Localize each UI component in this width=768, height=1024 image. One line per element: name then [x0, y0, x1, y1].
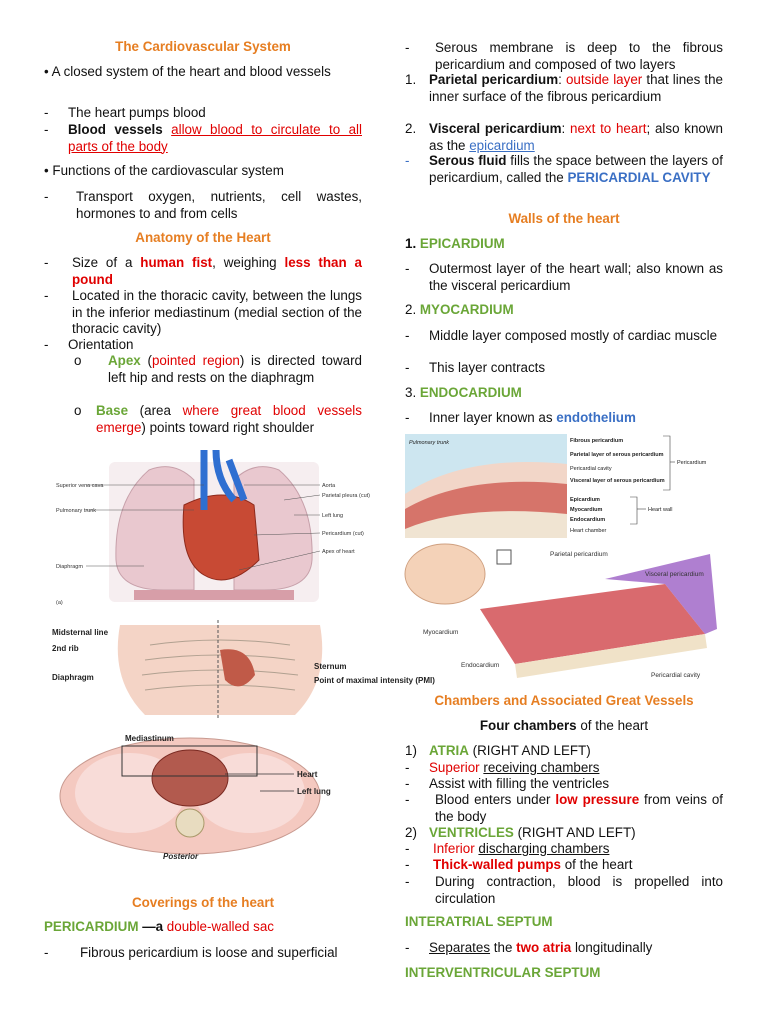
- coverings-heading: Coverings of the heart: [131, 895, 275, 910]
- list-item: - Serous fluid fills the space between the layers of pericardium, called the PERICARDIAL CAVITY: [405, 153, 723, 185]
- anatomy-heading: Anatomy of the Heart: [135, 230, 271, 245]
- svg-text:Sternum: Sternum: [314, 662, 347, 671]
- svg-text:Epicardium: Epicardium: [570, 497, 600, 503]
- svg-text:Left lung: Left lung: [322, 513, 344, 519]
- svg-text:Parietal pleura (cut): Parietal pleura (cut): [322, 493, 370, 499]
- wall-layers-figure: [405, 434, 735, 538]
- list-item: - Transport oxygen, nutrients, cell wastes, hormones to and from cells: [44, 189, 362, 221]
- ventricles-title: 2) VENTRICLES (RIGHT AND LEFT): [405, 825, 636, 840]
- svg-text:Pulmonary trunk: Pulmonary trunk: [409, 440, 450, 446]
- svg-text:2nd rib: 2nd rib: [52, 644, 79, 653]
- svg-text:Diaphragm: Diaphragm: [56, 564, 83, 570]
- svg-text:Pericardium (cut): Pericardium (cut): [322, 531, 364, 537]
- svg-text:Pericardium: Pericardium: [677, 460, 707, 466]
- atria-title: 1) ATRIA (RIGHT AND LEFT): [405, 743, 591, 758]
- svg-text:Aorta: Aorta: [322, 483, 336, 489]
- bullet-functions: • Functions of the cardiovascular system: [44, 163, 284, 178]
- list-item: - During contraction, blood is propelled into circulation: [405, 874, 723, 906]
- svg-text:Midsternal line: Midsternal line: [52, 628, 109, 637]
- svg-text:Heart: Heart: [297, 770, 318, 779]
- svg-text:Endocardium: Endocardium: [570, 517, 606, 523]
- svg-text:Posterior: Posterior: [163, 852, 199, 861]
- diaphragm: [134, 590, 294, 600]
- zoom-box: [497, 550, 511, 564]
- list-item: - Inferior discharging chambers: [405, 841, 610, 856]
- pericardium-line: PERICARDIUM —a double-walled sac: [44, 919, 274, 934]
- list-item: - Located in the thoracic cavity, between the lungs in the inferior mediastinum (medial section of the thoracic cavity): [44, 288, 362, 336]
- chambers-heading: Chambers and Associated Great Vessels: [434, 693, 694, 708]
- page-title: The Cardiovascular System: [115, 39, 291, 54]
- list-item: 1. Parietal pericardium: outside layer that lines the inner surface of the fibrous pericardium: [405, 72, 723, 104]
- svg-text:Pericardial cavity: Pericardial cavity: [570, 466, 612, 472]
- list-item: - Thick-walled pumps of the heart: [405, 857, 633, 872]
- list-item: - Orientation: [44, 337, 134, 352]
- interatrial-heading: INTERATRIAL SEPTUM: [405, 914, 553, 929]
- svg-text:(a): (a): [56, 600, 63, 606]
- heart-icon: [152, 750, 228, 806]
- list-item: - This layer contracts: [405, 360, 546, 375]
- bullet-closed-system: • A closed system of the heart and blood vessels: [44, 64, 331, 79]
- svg-text:Parietal pericardium: Parietal pericardium: [550, 551, 608, 558]
- apex-item: o Apex (pointed region) is directed toward left hip and rests on the diaphragm: [74, 353, 362, 385]
- cross-section-figure: [50, 728, 372, 868]
- vertebra: [176, 809, 204, 837]
- endocardium-title: 3. ENDOCARDIUM: [405, 385, 522, 400]
- list-item: - Fibrous pericardium is loose and superficial: [44, 945, 338, 960]
- svg-text:Visceral layer of serous peric: Visceral layer of serous pericardium: [570, 478, 665, 484]
- svg-text:Point of maximal intensity (PM: Point of maximal intensity (PMI): [314, 676, 435, 685]
- svg-text:Heart chamber: Heart chamber: [570, 528, 607, 534]
- interventricular-heading: INTERVENTRICULAR SEPTUM: [405, 965, 601, 980]
- list-item: - Blood vessels allow blood to circulate to all parts of the body: [44, 122, 362, 154]
- svg-text:Pericardial cavity: Pericardial cavity: [651, 672, 701, 679]
- heart-thumbnail: [405, 544, 485, 604]
- svg-text:Visceral pericardium: Visceral pericardium: [645, 571, 704, 578]
- svg-text:Apex of heart: Apex of heart: [322, 549, 355, 555]
- list-item: - Separates the two atria longitudinally: [405, 940, 653, 955]
- list-item: - Assist with filling the ventricles: [405, 776, 610, 791]
- list-item: - Superior receiving chambers: [405, 760, 600, 775]
- svg-text:Fibrous pericardium: Fibrous pericardium: [570, 438, 624, 444]
- list-item: - Blood enters under low pressure from veins of the body: [405, 792, 723, 824]
- heart-lungs-figure: [54, 440, 372, 610]
- svg-text:Left lung: Left lung: [297, 787, 331, 796]
- svg-text:Heart wall: Heart wall: [648, 507, 673, 513]
- base-item: o Base (area where great blood vessels emerge) points toward right shoulder: [74, 403, 362, 435]
- svg-text:Endocardium: Endocardium: [461, 662, 500, 669]
- list-item: - Outermost layer of the heart wall; also known as the visceral pericardium: [405, 261, 723, 293]
- myocardium-title: 2. MYOCARDIUM: [405, 302, 514, 317]
- epicardium-title: 1. EPICARDIUM: [405, 236, 505, 251]
- heart-icon: [183, 495, 259, 580]
- list-item: - Size of a human fist, weighing less than a pound: [44, 255, 362, 287]
- svg-text:Mediastinum: Mediastinum: [125, 734, 174, 743]
- svg-text:Pulmonary trunk: Pulmonary trunk: [56, 508, 97, 514]
- list-item: - Middle layer composed mostly of cardiac muscle: [405, 328, 718, 343]
- ribcage-figure: [50, 620, 435, 720]
- list-item: - The heart pumps blood: [44, 105, 206, 120]
- walls-heading: Walls of the heart: [508, 211, 620, 226]
- svg-text:Myocardium: Myocardium: [570, 507, 603, 513]
- svg-text:Superior vena cava: Superior vena cava: [56, 483, 104, 489]
- four-chambers: Four chambers of the heart: [479, 718, 649, 733]
- svg-text:Parietal layer of serous peric: Parietal layer of serous pericardium: [570, 452, 664, 458]
- list-item: - Inner layer known as endothelium: [405, 410, 636, 425]
- muscle-block-figure: [405, 544, 735, 684]
- list-item: 2. Visceral pericardium: next to heart; also known as the epicardium: [405, 121, 723, 153]
- svg-text:Myocardium: Myocardium: [423, 629, 459, 636]
- list-item: - Serous membrane is deep to the fibrous pericardium and composed of two layers: [405, 40, 723, 72]
- svg-text:Diaphragm: Diaphragm: [52, 673, 94, 682]
